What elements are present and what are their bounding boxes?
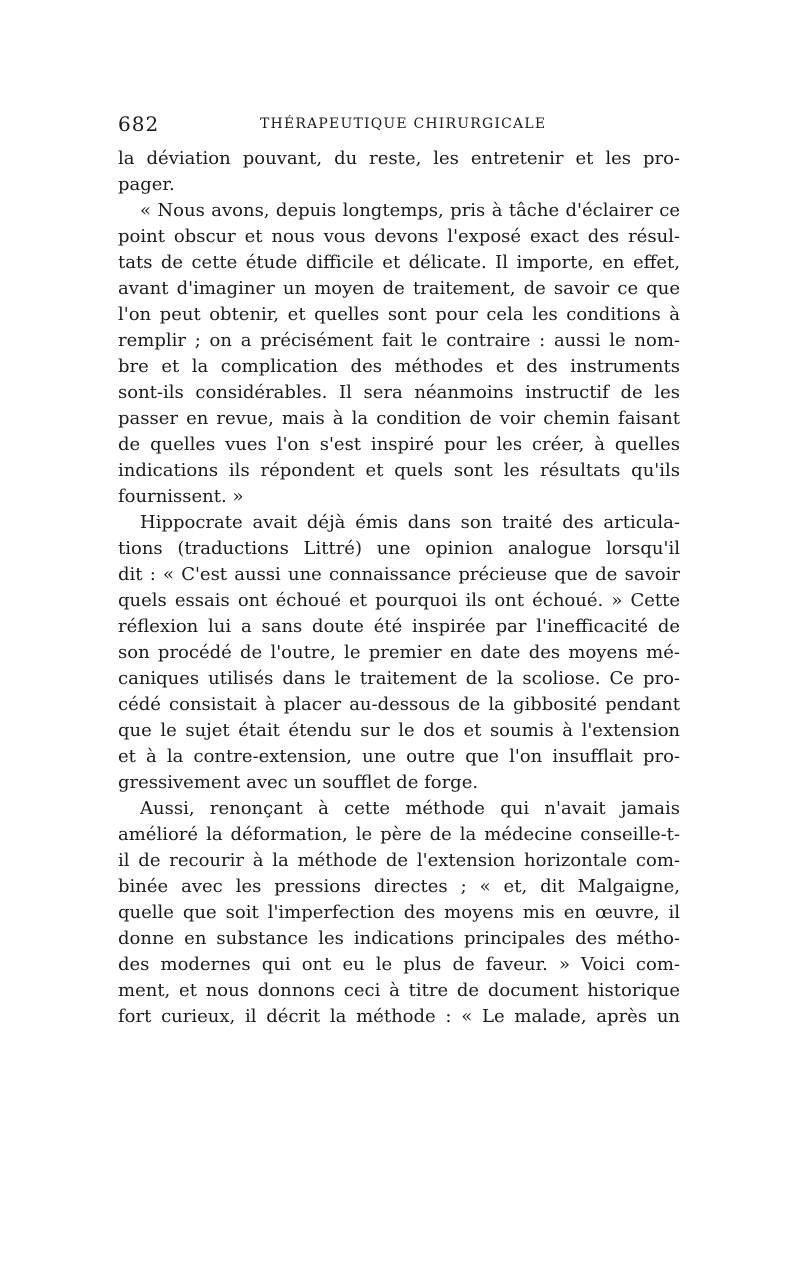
text-line: quels essais ont échoué et pourquoi ils ont échoué. » Cette [118,590,680,611]
text-line: cédé consistait à placer au-dessous de la gibbosité pendant [118,694,680,715]
running-header [118,112,680,142]
text-line: binée avec les pressions directes ; « et, dit Malgaigne, [118,876,680,897]
text-line: la déviation pouvant, du reste, les entretenir et les pro- [118,148,680,169]
text-line: remplir ; on a précisément fait le contraire : aussi le nom- [118,330,680,351]
text-line: quelle que soit l'imperfection des moyens mis en œuvre, il [118,902,680,923]
page-number: 682 [118,112,160,136]
text-line: Hippocrate avait déjà émis dans son traité des articula- [140,512,680,533]
text-line: des modernes qui ont eu le plus de faveur. » Voici com- [118,954,680,975]
text-line: pager. [118,174,175,195]
text-line: tats de cette étude difficile et délicate. Il importe, en effet, [118,252,680,273]
text-line: tions (traductions Littré) une opinion analogue lorsqu'il [118,538,680,559]
text-line: dit : « C'est aussi une connaissance précieuse que de savoir [118,564,680,585]
text-line: passer en revue, mais à la condition de voir chemin faisant [118,408,680,429]
text-line: gressivement avec un soufflet de forge. [118,772,479,793]
text-line: « Nous avons, depuis longtemps, pris à tâche d'éclairer ce [140,200,680,221]
text-line: amélioré la déformation, le père de la médecine conseille-t- [118,824,680,845]
text-line: avant d'imaginer un moyen de traitement, de savoir ce que [118,278,680,299]
text-line: Aussi, renonçant à cette méthode qui n'avait jamais [140,798,680,819]
text-line: sont-ils considérables. Il sera néanmoins instructif de les [118,382,680,403]
body-text [118,146,680,1030]
text-line: donne en substance les indications principales des métho- [118,928,680,949]
text-line: réflexion lui a sans doute été inspirée par l'inefficacité de [118,616,680,637]
text-line: l'on peut obtenir, et quelles sont pour cela les conditions à [118,304,680,325]
text-line: et à la contre-extension, une outre que l'on insufflait pro- [118,746,680,767]
text-line: bre et la complication des méthodes et des instruments [118,356,680,377]
text-line: il de recourir à la méthode de l'extension horizontale com- [118,850,680,871]
text-line: point obscur et nous vous devons l'exposé exact des résul- [118,226,680,247]
running-title: THÉRAPEUTIQUE CHIRURGICALE [260,116,547,132]
text-line: ment, et nous donnons ceci à titre de document historique [118,980,680,1001]
text-line: caniques utilisés dans le traitement de la scoliose. Ce pro- [118,668,680,689]
text-line: indications ils répondent et quels sont les résultats qu'ils [118,460,680,481]
text-line: de quelles vues l'on s'est inspiré pour les créer, à quelles [118,434,680,455]
text-line: son procédé de l'outre, le premier en date des moyens mé- [118,642,680,663]
text-line: que le sujet était étendu sur le dos et soumis à l'extension [118,720,680,741]
text-line: fournissent. » [118,486,244,507]
text-line: fort curieux, il décrit la méthode : « Le malade, après un [118,1006,680,1027]
